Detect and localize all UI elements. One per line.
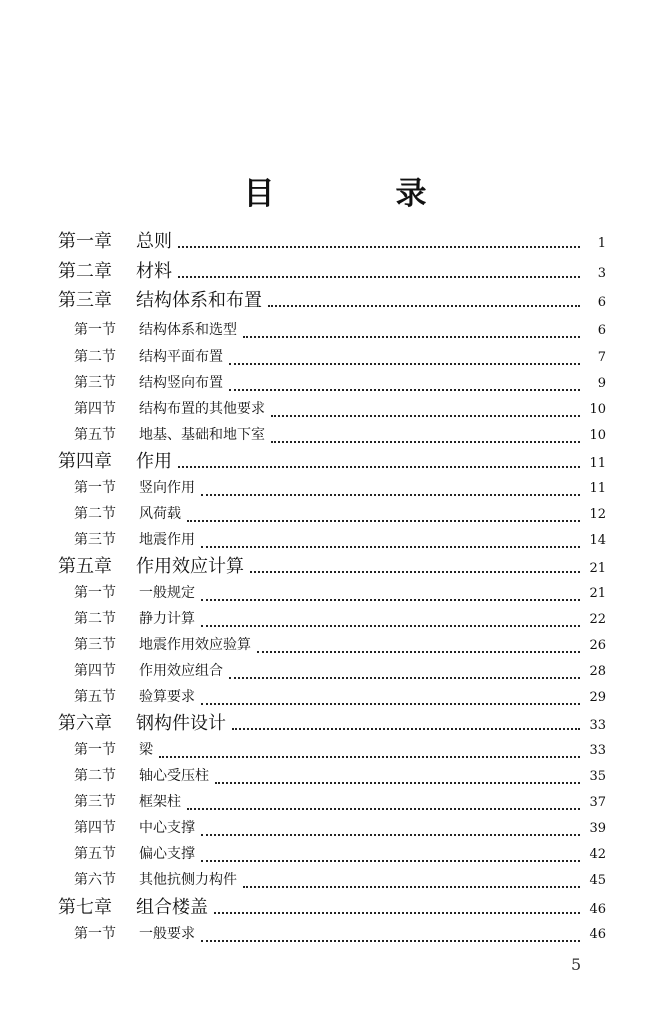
toc-entry-number: 第二节: [74, 611, 116, 627]
toc-entry-number: 第三节: [74, 375, 116, 391]
toc-section-entry: [58, 344, 606, 370]
toc-entry-number: 第二章: [58, 261, 112, 282]
toc-section-entry: [58, 815, 606, 841]
toc-entry-title: 总则: [136, 231, 172, 252]
toc-entry-number: 第一节: [74, 480, 116, 496]
dot-leader: [268, 305, 580, 307]
toc-entry-number: 第三节: [74, 794, 116, 810]
toc-section-entry: [58, 658, 606, 684]
dot-leader: [214, 912, 580, 914]
dot-leader: [232, 728, 580, 730]
toc-entry-page: 28: [589, 664, 606, 679]
toc-entry-page: 45: [589, 873, 606, 888]
toc-entry-title: 一般要求: [139, 926, 195, 942]
dot-leader: [201, 625, 580, 627]
toc-entry-title: 结构布置的其他要求: [139, 401, 265, 417]
toc-entry-page: 26: [589, 638, 606, 653]
dot-leader: [201, 940, 580, 942]
toc-section-entry: [58, 317, 606, 343]
toc-chapter-entry: [58, 258, 606, 286]
toc-entry-number: 第二节: [74, 768, 116, 784]
toc-section-entry: [58, 475, 606, 501]
toc-section-entry: [58, 921, 606, 947]
dot-leader: [250, 571, 580, 573]
dot-leader: [178, 246, 580, 248]
toc-entry-page: 37: [589, 795, 606, 810]
toc-entry-title: 结构体系和选型: [139, 322, 237, 338]
toc-entry-title: 梁: [139, 742, 153, 758]
toc-section-entry: [58, 841, 606, 867]
toc-entry-title: 一般规定: [139, 585, 195, 601]
toc-chapter-entry: [58, 228, 606, 256]
toc-entry-title: 结构体系和布置: [136, 290, 262, 311]
toc-entry-page: 46: [589, 902, 606, 917]
toc-entry-page: 33: [589, 743, 606, 758]
dot-leader: [187, 520, 580, 522]
toc-entry-number: 第五节: [74, 846, 116, 862]
toc-entry-title: 结构平面布置: [139, 349, 223, 365]
dot-leader: [271, 415, 580, 417]
toc-section-entry: [58, 370, 606, 396]
dot-leader: [271, 441, 580, 443]
toc-chapter-entry: [58, 287, 606, 315]
toc-entry-title: 作用效应计算: [136, 556, 244, 577]
toc-entry-page: 14: [589, 533, 606, 548]
toc-entry-title: 框架柱: [139, 794, 181, 810]
toc-entry-title: 中心支撑: [139, 820, 195, 836]
dot-leader: [187, 808, 580, 810]
dot-leader: [201, 703, 580, 705]
toc-entry-page: 33: [589, 718, 606, 733]
toc-entry-number: 第三节: [74, 637, 116, 653]
toc-section-entry: [58, 632, 606, 658]
toc-entry-page: 10: [589, 428, 606, 443]
toc-section-entry: [58, 606, 606, 632]
dot-leader: [243, 336, 580, 338]
toc-chapter-entry: [58, 448, 606, 476]
toc-entry-title: 作用效应组合: [139, 663, 223, 679]
toc-entry-number: 第一章: [58, 231, 112, 252]
toc-entry-number: 第六章: [58, 713, 112, 734]
dot-leader: [215, 782, 580, 784]
toc-entry-title: 竖向作用: [139, 480, 195, 496]
toc-section-entry: [58, 501, 606, 527]
toc-entry-title: 偏心支撑: [139, 846, 195, 862]
toc-entry-page: 35: [589, 769, 606, 784]
toc-entry-title: 风荷载: [139, 506, 181, 522]
toc-entry-title: 材料: [136, 261, 172, 282]
toc-entry-number: 第一节: [74, 926, 116, 942]
dot-leader: [159, 756, 580, 758]
dot-leader: [243, 886, 580, 888]
toc-entry-number: 第五章: [58, 556, 112, 577]
toc-entry-title: 静力计算: [139, 611, 195, 627]
toc-entry-number: 第一节: [74, 322, 116, 338]
toc-entry-number: 第四节: [74, 820, 116, 836]
dot-leader: [201, 494, 580, 496]
toc-entry-page: 46: [589, 927, 606, 942]
toc-entry-page: 21: [589, 561, 606, 576]
toc-chapter-entry: [58, 553, 606, 581]
dot-leader: [257, 651, 580, 653]
toc-entry-title: 钢构件设计: [136, 713, 226, 734]
dot-leader: [229, 363, 580, 365]
toc-entry-title: 地震作用: [139, 532, 195, 548]
page-number: 5: [571, 955, 582, 974]
toc-entry-title: 作用: [136, 451, 172, 472]
dot-leader: [201, 599, 580, 601]
toc-entry-number: 第一节: [74, 742, 116, 758]
toc-entry-title: 轴心受压柱: [139, 768, 209, 784]
toc-entry-number: 第六节: [74, 872, 116, 888]
toc-section-entry: [58, 527, 606, 553]
toc-entry-page: 3: [597, 266, 606, 281]
toc-section-entry: [58, 422, 606, 448]
toc-entry-number: 第四节: [74, 401, 116, 417]
toc-entry-number: 第五节: [74, 689, 116, 705]
toc-entry-number: 第二节: [74, 349, 116, 365]
toc-entry-number: 第三章: [58, 290, 112, 311]
toc-section-entry: [58, 737, 606, 763]
toc-entry-title: 结构竖向布置: [139, 375, 223, 391]
toc-entry-page: 21: [589, 586, 606, 601]
toc-entry-title: 地震作用效应验算: [139, 637, 251, 653]
toc-entry-number: 第一节: [74, 585, 116, 601]
dot-leader: [178, 466, 580, 468]
toc-entry-number: 第三节: [74, 532, 116, 548]
toc-entry-page: 42: [589, 847, 606, 862]
dot-leader: [178, 276, 580, 278]
toc-section-entry: [58, 580, 606, 606]
toc-entry-number: 第四章: [58, 451, 112, 472]
dot-leader: [229, 677, 580, 679]
toc-entry-page: 29: [589, 690, 606, 705]
toc-entry-page: 11: [589, 481, 606, 496]
page-title: 目 录: [243, 176, 472, 212]
toc-entry-page: 6: [597, 295, 606, 310]
toc-entry-title: 验算要求: [139, 689, 195, 705]
dot-leader: [229, 389, 580, 391]
dot-leader: [201, 546, 580, 548]
toc-entry-page: 12: [589, 507, 606, 522]
toc-entry-number: 第四节: [74, 663, 116, 679]
toc-entry-page: 11: [589, 456, 606, 471]
toc-entry-title: 组合楼盖: [136, 897, 208, 918]
toc-entry-page: 9: [597, 376, 606, 391]
dot-leader: [201, 834, 580, 836]
toc-entry-page: 1: [597, 236, 606, 251]
toc-entry-number: 第五节: [74, 427, 116, 443]
toc-entry-page: 7: [597, 350, 606, 365]
toc-chapter-entry: [58, 894, 606, 922]
toc-entry-number: 第二节: [74, 506, 116, 522]
toc-section-entry: [58, 789, 606, 815]
toc-entry-page: 6: [597, 323, 606, 338]
toc-section-entry: [58, 396, 606, 422]
toc-entry-title: 其他抗侧力构件: [139, 872, 237, 888]
toc-entry-page: 10: [589, 402, 606, 417]
toc-section-entry: [58, 867, 606, 893]
toc-section-entry: [58, 763, 606, 789]
toc-entry-number: 第七章: [58, 897, 112, 918]
toc-entry-page: 22: [589, 612, 606, 627]
toc-chapter-entry: [58, 710, 606, 738]
toc-entry-page: 39: [589, 821, 606, 836]
toc-section-entry: [58, 684, 606, 710]
dot-leader: [201, 860, 580, 862]
toc-entry-title: 地基、基础和地下室: [139, 427, 265, 443]
